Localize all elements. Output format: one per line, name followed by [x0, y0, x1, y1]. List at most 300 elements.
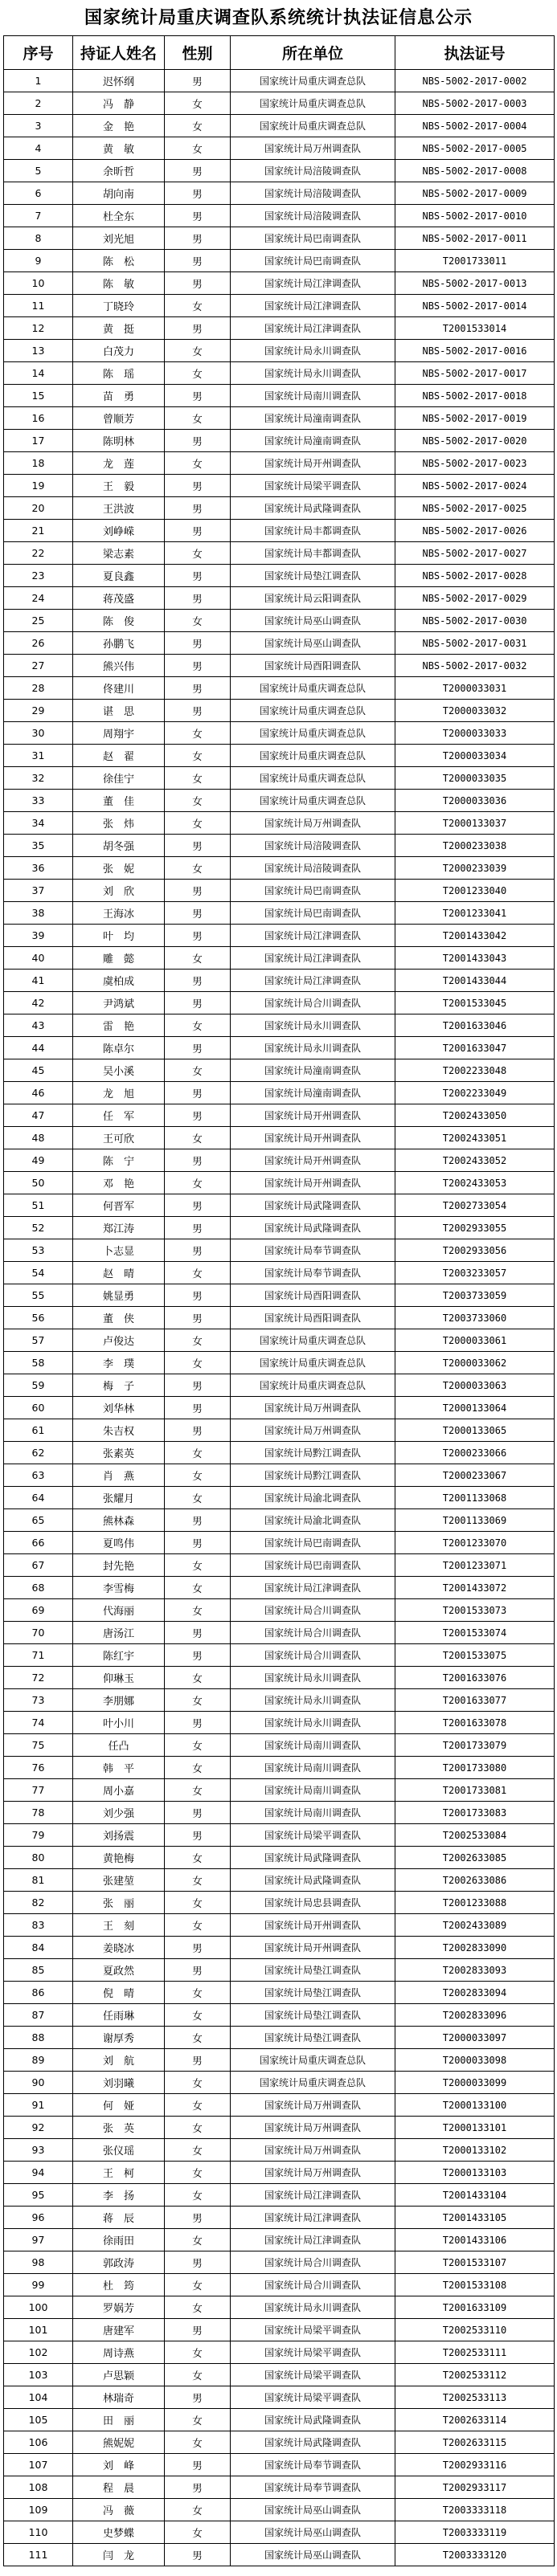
cell-unit: 国家统计局重庆调查总队 — [231, 70, 395, 92]
cell-holder-name: 张素英 — [73, 1442, 165, 1464]
cell-index: 7 — [4, 205, 73, 227]
cell-certificate-no: T2002433051 — [395, 1127, 555, 1149]
cell-index: 103 — [4, 2364, 73, 2386]
cell-index: 13 — [4, 340, 73, 362]
cell-holder-name: 刘 欣 — [73, 880, 165, 902]
cell-unit: 国家统计局南川调查队 — [231, 1734, 395, 1757]
cell-certificate-no: T2002633086 — [395, 1869, 555, 1892]
cell-gender: 男 — [165, 1802, 231, 1824]
cell-gender: 男 — [165, 1082, 231, 1104]
cell-unit: 国家统计局酉阳调查队 — [231, 1307, 395, 1329]
table-row — [4, 1712, 555, 1734]
cell-gender: 女 — [165, 1599, 231, 1622]
cell-gender: 女 — [165, 1442, 231, 1464]
table-row — [4, 1802, 555, 1824]
cell-unit: 国家统计局合川调查队 — [231, 1599, 395, 1622]
cell-index: 86 — [4, 1982, 73, 2004]
cell-index: 63 — [4, 1464, 73, 1487]
cell-index: 6 — [4, 182, 73, 205]
cell-gender: 男 — [165, 2476, 231, 2499]
cell-gender: 女 — [165, 1464, 231, 1487]
table-row — [4, 407, 555, 430]
cell-gender: 男 — [165, 2207, 231, 2229]
cell-holder-name: 佟建川 — [73, 677, 165, 700]
table-row — [4, 205, 555, 227]
cell-certificate-no: T2000133100 — [395, 2094, 555, 2117]
cell-holder-name: 冯 薇 — [73, 2499, 165, 2521]
table-row — [4, 1397, 555, 1419]
cell-certificate-no: T2002433052 — [395, 1149, 555, 1172]
cell-certificate-no: T2000133037 — [395, 812, 555, 835]
cell-certificate-no: NBS-5002-2017-0025 — [395, 497, 555, 520]
table-row — [4, 2454, 555, 2476]
cell-index: 22 — [4, 542, 73, 565]
cell-unit: 国家统计局涪陵调查队 — [231, 182, 395, 205]
cell-holder-name: 徐雨田 — [73, 2229, 165, 2251]
cell-index: 93 — [4, 2139, 73, 2162]
cell-unit: 国家统计局开州调查队 — [231, 452, 395, 475]
cell-unit: 国家统计局合川调查队 — [231, 2274, 395, 2296]
cell-unit: 国家统计局永川调查队 — [231, 1712, 395, 1734]
cell-certificate-no: NBS-5002-2017-0017 — [395, 362, 555, 385]
cell-gender: 男 — [165, 1959, 231, 1982]
cell-certificate-no: NBS-5002-2017-0005 — [395, 137, 555, 160]
cell-certificate-no: T2000033031 — [395, 677, 555, 700]
cell-gender: 男 — [165, 992, 231, 1014]
cell-gender: 男 — [165, 1217, 231, 1239]
cell-index: 45 — [4, 1059, 73, 1082]
cell-certificate-no: NBS-5002-2017-0019 — [395, 407, 555, 430]
cell-holder-name: 王 毅 — [73, 475, 165, 497]
cell-gender: 男 — [165, 1374, 231, 1397]
cell-gender: 女 — [165, 452, 231, 475]
cell-holder-name: 陈 松 — [73, 250, 165, 272]
cell-unit: 国家统计局开州调查队 — [231, 1937, 395, 1959]
cell-gender: 女 — [165, 2499, 231, 2521]
cell-holder-name: 朱吉权 — [73, 1419, 165, 1442]
cell-gender: 男 — [165, 250, 231, 272]
cell-unit: 国家统计局江津调查队 — [231, 317, 395, 340]
table-row — [4, 1667, 555, 1689]
cell-gender: 男 — [165, 2454, 231, 2476]
table-row — [4, 1352, 555, 1374]
cell-holder-name: 刘羽曦 — [73, 2072, 165, 2094]
cell-holder-name: 刘华林 — [73, 1397, 165, 1419]
header-holder-name: 持证人姓名 — [73, 36, 165, 70]
cell-holder-name: 卢思颖 — [73, 2364, 165, 2386]
cell-unit: 国家统计局合川调查队 — [231, 1644, 395, 1667]
table-row — [4, 2386, 555, 2409]
cell-certificate-no: T2002733054 — [395, 1194, 555, 1217]
cell-gender: 男 — [165, 1644, 231, 1667]
cell-holder-name: 田 丽 — [73, 2409, 165, 2431]
cell-holder-name: 李 扬 — [73, 2184, 165, 2207]
cell-holder-name: 雕 懿 — [73, 947, 165, 970]
cell-gender: 男 — [165, 1937, 231, 1959]
cell-gender: 女 — [165, 1172, 231, 1194]
cell-holder-name: 雷 艳 — [73, 1014, 165, 1037]
cell-index: 17 — [4, 430, 73, 452]
cell-unit: 国家统计局潼南调查队 — [231, 1059, 395, 1082]
cell-holder-name: 龙 莲 — [73, 452, 165, 475]
cell-holder-name: 韩 平 — [73, 1757, 165, 1779]
cell-certificate-no: T2001633109 — [395, 2296, 555, 2319]
cell-gender: 男 — [165, 520, 231, 542]
cell-unit: 国家统计局丰都调查队 — [231, 520, 395, 542]
cell-holder-name: 刘光旭 — [73, 227, 165, 250]
cell-holder-name: 何 娅 — [73, 2094, 165, 2117]
table-row — [4, 1644, 555, 1667]
cell-gender: 女 — [165, 745, 231, 767]
cell-gender: 女 — [165, 2364, 231, 2386]
cell-unit: 国家统计局重庆调查总队 — [231, 722, 395, 745]
cell-gender: 女 — [165, 1914, 231, 1937]
cell-index: 23 — [4, 565, 73, 587]
cell-unit: 国家统计局涪陵调查队 — [231, 205, 395, 227]
cell-holder-name: 闫 龙 — [73, 2544, 165, 2566]
cell-gender: 男 — [165, 1712, 231, 1734]
cell-holder-name: 王 刻 — [73, 1914, 165, 1937]
cell-unit: 国家统计局重庆调查总队 — [231, 2049, 395, 2072]
cell-gender: 男 — [165, 1419, 231, 1442]
cell-holder-name: 熊林森 — [73, 1509, 165, 1532]
cell-certificate-no: T2000133102 — [395, 2139, 555, 2162]
cell-holder-name: 陈 俊 — [73, 610, 165, 632]
cell-gender: 男 — [165, 1037, 231, 1059]
cell-holder-name: 罗娲芳 — [73, 2296, 165, 2319]
cell-unit: 国家统计局潼南调查队 — [231, 1082, 395, 1104]
cell-certificate-no: T2001433106 — [395, 2229, 555, 2251]
cell-unit: 国家统计局梁平调查队 — [231, 2319, 395, 2341]
cell-holder-name: 陈明林 — [73, 430, 165, 452]
cell-unit: 国家统计局梁平调查队 — [231, 2364, 395, 2386]
cell-index: 54 — [4, 1262, 73, 1284]
cell-unit: 国家统计局酉阳调查队 — [231, 655, 395, 677]
table-row — [4, 2521, 555, 2544]
cell-holder-name: 李雪梅 — [73, 1577, 165, 1599]
cell-index: 3 — [4, 115, 73, 137]
cell-unit: 国家统计局重庆调查总队 — [231, 677, 395, 700]
table-row — [4, 2229, 555, 2251]
cell-holder-name: 周翔宇 — [73, 722, 165, 745]
cell-certificate-no: T2002233049 — [395, 1082, 555, 1104]
table-row — [4, 2409, 555, 2431]
cell-holder-name: 史梦蝶 — [73, 2521, 165, 2544]
cell-certificate-no: T2003733060 — [395, 1307, 555, 1329]
cell-index: 56 — [4, 1307, 73, 1329]
cell-unit: 国家统计局武隆调查队 — [231, 1847, 395, 1869]
cell-gender: 男 — [165, 1509, 231, 1532]
cell-index: 87 — [4, 2004, 73, 2027]
cell-holder-name: 姚显勇 — [73, 1284, 165, 1307]
cell-gender: 男 — [165, 475, 231, 497]
cell-index: 21 — [4, 520, 73, 542]
cell-holder-name: 叶 均 — [73, 925, 165, 947]
cell-certificate-no: T2000133103 — [395, 2162, 555, 2184]
cell-gender: 男 — [165, 430, 231, 452]
cell-certificate-no: T2001433043 — [395, 947, 555, 970]
cell-unit: 国家统计局忠县调查队 — [231, 1892, 395, 1914]
cell-certificate-no: T2001533074 — [395, 1622, 555, 1644]
cell-holder-name: 张建堃 — [73, 1869, 165, 1892]
cell-gender: 女 — [165, 790, 231, 812]
table-row — [4, 430, 555, 452]
cell-index: 27 — [4, 655, 73, 677]
cell-unit: 国家统计局万州调查队 — [231, 1397, 395, 1419]
cell-index: 52 — [4, 1217, 73, 1239]
table-row — [4, 1464, 555, 1487]
table-row — [4, 2431, 555, 2454]
cell-holder-name: 杜全东 — [73, 205, 165, 227]
cell-gender: 女 — [165, 1892, 231, 1914]
cell-index: 36 — [4, 857, 73, 880]
cell-unit: 国家统计局巫山调查队 — [231, 2521, 395, 2544]
cell-holder-name: 陈 敏 — [73, 272, 165, 295]
cell-certificate-no: T2002833096 — [395, 2004, 555, 2027]
cell-unit: 国家统计局梁平调查队 — [231, 1824, 395, 1847]
cell-certificate-no: T2000133064 — [395, 1397, 555, 1419]
cell-holder-name: 丁晓玲 — [73, 295, 165, 317]
cell-index: 8 — [4, 227, 73, 250]
table-row — [4, 1442, 555, 1464]
cell-holder-name: 黄 挺 — [73, 317, 165, 340]
table-row — [4, 1892, 555, 1914]
cell-certificate-no: NBS-5002-2017-0018 — [395, 385, 555, 407]
table-row — [4, 1127, 555, 1149]
cell-index: 91 — [4, 2094, 73, 2117]
cell-gender: 女 — [165, 2027, 231, 2049]
cell-unit: 国家统计局永川调查队 — [231, 362, 395, 385]
cell-certificate-no: T2002833090 — [395, 1937, 555, 1959]
cell-unit: 国家统计局重庆调查总队 — [231, 1374, 395, 1397]
cell-index: 19 — [4, 475, 73, 497]
cell-unit: 国家统计局渝北调查队 — [231, 1509, 395, 1532]
cell-certificate-no: T2000033099 — [395, 2072, 555, 2094]
table-body — [4, 70, 555, 2566]
cell-certificate-no: T2000033033 — [395, 722, 555, 745]
cell-holder-name: 张 妮 — [73, 857, 165, 880]
cell-certificate-no: T2001733080 — [395, 1757, 555, 1779]
cell-holder-name: 刘少强 — [73, 1802, 165, 1824]
table-row — [4, 2094, 555, 2117]
cell-certificate-no: NBS-5002-2017-0013 — [395, 272, 555, 295]
cell-gender: 男 — [165, 1622, 231, 1644]
cell-holder-name: 苗 勇 — [73, 385, 165, 407]
cell-unit: 国家统计局江津调查队 — [231, 1577, 395, 1599]
cell-index: 111 — [4, 2544, 73, 2566]
cell-index: 96 — [4, 2207, 73, 2229]
table-row — [4, 2162, 555, 2184]
cell-unit: 国家统计局江津调查队 — [231, 295, 395, 317]
cell-holder-name: 陈卓尔 — [73, 1037, 165, 1059]
cell-holder-name: 夏鸣伟 — [73, 1532, 165, 1554]
cell-index: 61 — [4, 1419, 73, 1442]
cell-gender: 男 — [165, 902, 231, 925]
table-row — [4, 2499, 555, 2521]
cell-gender: 男 — [165, 160, 231, 182]
cell-certificate-no: NBS-5002-2017-0002 — [395, 70, 555, 92]
cell-gender: 女 — [165, 1757, 231, 1779]
cell-index: 15 — [4, 385, 73, 407]
cell-unit: 国家统计局江津调查队 — [231, 2229, 395, 2251]
cell-unit: 国家统计局垫江调查队 — [231, 2004, 395, 2027]
table-row — [4, 385, 555, 407]
cell-unit: 国家统计局江津调查队 — [231, 925, 395, 947]
table-row — [4, 722, 555, 745]
cell-index: 95 — [4, 2184, 73, 2207]
cell-certificate-no: T2003733059 — [395, 1284, 555, 1307]
page-title: 国家统计局重庆调查队系统统计执法证信息公示 — [84, 7, 473, 28]
cell-index: 46 — [4, 1082, 73, 1104]
cell-holder-name: 吴小溪 — [73, 1059, 165, 1082]
cell-holder-name: 李朋娜 — [73, 1689, 165, 1712]
cell-index: 102 — [4, 2341, 73, 2364]
cell-gender: 女 — [165, 2184, 231, 2207]
cell-gender: 男 — [165, 677, 231, 700]
cell-index: 41 — [4, 970, 73, 992]
cell-certificate-no: T2002533113 — [395, 2386, 555, 2409]
cell-gender: 男 — [165, 2386, 231, 2409]
cell-gender: 女 — [165, 610, 231, 632]
cell-certificate-no: NBS-5002-2017-0026 — [395, 520, 555, 542]
cell-index: 20 — [4, 497, 73, 520]
cell-gender: 女 — [165, 1667, 231, 1689]
cell-gender: 男 — [165, 317, 231, 340]
cell-index: 29 — [4, 700, 73, 722]
cell-gender: 男 — [165, 1149, 231, 1172]
cell-index: 4 — [4, 137, 73, 160]
table-row — [4, 790, 555, 812]
table-row — [4, 1577, 555, 1599]
cell-index: 59 — [4, 1374, 73, 1397]
cell-unit: 国家统计局开州调查队 — [231, 1914, 395, 1937]
cell-gender: 女 — [165, 857, 231, 880]
cell-unit: 国家统计局万州调查队 — [231, 2139, 395, 2162]
cell-unit: 国家统计局永川调查队 — [231, 1037, 395, 1059]
cell-index: 26 — [4, 632, 73, 655]
cell-certificate-no: T2000033061 — [395, 1329, 555, 1352]
cell-certificate-no: T2001733079 — [395, 1734, 555, 1757]
cell-holder-name: 虞柏成 — [73, 970, 165, 992]
cell-index: 73 — [4, 1689, 73, 1712]
cell-gender: 女 — [165, 2341, 231, 2364]
cell-unit: 国家统计局巫山调查队 — [231, 2544, 395, 2566]
cell-unit: 国家统计局重庆调查总队 — [231, 1352, 395, 1374]
cell-certificate-no: T2000033034 — [395, 745, 555, 767]
cell-certificate-no: T2001433104 — [395, 2184, 555, 2207]
cell-holder-name: 姜晓冰 — [73, 1937, 165, 1959]
cell-index: 108 — [4, 2476, 73, 2499]
cell-index: 40 — [4, 947, 73, 970]
cell-index: 65 — [4, 1509, 73, 1532]
table-row — [4, 1532, 555, 1554]
table-row — [4, 902, 555, 925]
cell-unit: 国家统计局武隆调查队 — [231, 497, 395, 520]
cell-certificate-no: T2002533084 — [395, 1824, 555, 1847]
table-row — [4, 632, 555, 655]
cell-unit: 国家统计局南川调查队 — [231, 1802, 395, 1824]
table-row — [4, 947, 555, 970]
cell-certificate-no: T2002833094 — [395, 1982, 555, 2004]
cell-index: 78 — [4, 1802, 73, 1824]
cell-certificate-no: NBS-5002-2017-0020 — [395, 430, 555, 452]
table-row — [4, 970, 555, 992]
cell-holder-name: 周小嘉 — [73, 1779, 165, 1802]
table-row — [4, 1824, 555, 1847]
table-row — [4, 1284, 555, 1307]
cell-holder-name: 周诗燕 — [73, 2341, 165, 2364]
cell-holder-name: 孙鹏飞 — [73, 632, 165, 655]
cell-certificate-no: NBS-5002-2017-0032 — [395, 655, 555, 677]
cell-index: 109 — [4, 2499, 73, 2521]
cell-gender: 女 — [165, 2117, 231, 2139]
cell-unit: 国家统计局重庆调查总队 — [231, 1329, 395, 1352]
cell-holder-name: 刘扬震 — [73, 1824, 165, 1847]
cell-unit: 国家统计局永川调查队 — [231, 1689, 395, 1712]
cell-gender: 女 — [165, 115, 231, 137]
cell-unit: 国家统计局黔江调查队 — [231, 1442, 395, 1464]
certificate-table — [3, 35, 555, 2566]
cell-index: 42 — [4, 992, 73, 1014]
cell-unit: 国家统计局酉阳调查队 — [231, 1284, 395, 1307]
cell-certificate-no: NBS-5002-2017-0003 — [395, 92, 555, 115]
cell-index: 110 — [4, 2521, 73, 2544]
cell-certificate-no: T2000033098 — [395, 2049, 555, 2072]
cell-unit: 国家统计局永川调查队 — [231, 1014, 395, 1037]
cell-index: 71 — [4, 1644, 73, 1667]
cell-index: 37 — [4, 880, 73, 902]
cell-gender: 男 — [165, 632, 231, 655]
cell-unit: 国家统计局江津调查队 — [231, 2184, 395, 2207]
table-row — [4, 587, 555, 610]
cell-gender: 女 — [165, 1127, 231, 1149]
cell-gender: 男 — [165, 1532, 231, 1554]
cell-unit: 国家统计局涪陵调查队 — [231, 857, 395, 880]
table-row — [4, 1734, 555, 1757]
table-row — [4, 227, 555, 250]
table-row — [4, 1239, 555, 1262]
cell-holder-name: 赵 晴 — [73, 1262, 165, 1284]
cell-gender: 男 — [165, 2319, 231, 2341]
cell-unit: 国家统计局永川调查队 — [231, 2296, 395, 2319]
cell-holder-name: 黄 敏 — [73, 137, 165, 160]
cell-holder-name: 赵 翟 — [73, 745, 165, 767]
cell-certificate-no: T2003333119 — [395, 2521, 555, 2544]
cell-unit: 国家统计局黔江调查队 — [231, 1464, 395, 1487]
cell-index: 90 — [4, 2072, 73, 2094]
cell-gender: 女 — [165, 1059, 231, 1082]
cell-certificate-no: T2001233071 — [395, 1554, 555, 1577]
cell-index: 85 — [4, 1959, 73, 1982]
cell-index: 12 — [4, 317, 73, 340]
cell-unit: 国家统计局奉节调查队 — [231, 2476, 395, 2499]
cell-index: 10 — [4, 272, 73, 295]
cell-gender: 男 — [165, 182, 231, 205]
cell-gender: 女 — [165, 1014, 231, 1037]
cell-index: 47 — [4, 1104, 73, 1127]
table-row — [4, 1487, 555, 1509]
cell-holder-name: 刘 峰 — [73, 2454, 165, 2476]
table-row — [4, 2139, 555, 2162]
cell-certificate-no: NBS-5002-2017-0029 — [395, 587, 555, 610]
cell-gender: 男 — [165, 1824, 231, 1847]
cell-index: 18 — [4, 452, 73, 475]
table-row — [4, 857, 555, 880]
cell-holder-name: 谢厚秀 — [73, 2027, 165, 2049]
table-row — [4, 655, 555, 677]
table-row — [4, 475, 555, 497]
cell-unit: 国家统计局潼南调查队 — [231, 430, 395, 452]
